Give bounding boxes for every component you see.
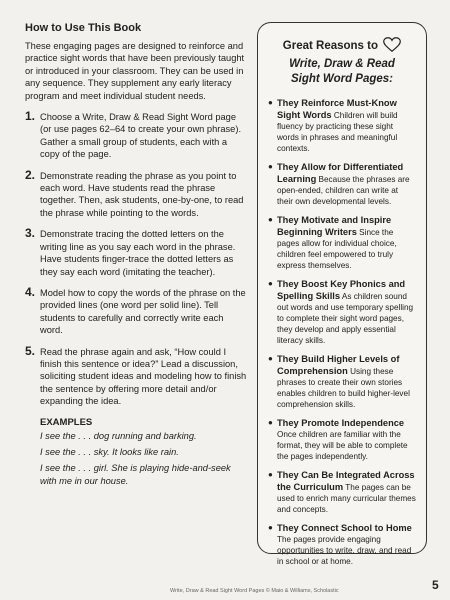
- reason-item: [268, 97, 416, 154]
- reason-heading: They Boost Key Phonics and Spelling Skills: [277, 279, 406, 301]
- step-item: [25, 284, 247, 337]
- reason-heading: They Motivate and Inspire Beginning Writers: [277, 215, 392, 237]
- step-text: Choose a Write, Draw & Read Sight Word page (or use pages 62–64 to create your own phrase). Gather a small group of students, each with a copy of the page.: [40, 112, 242, 160]
- example-sentence: I see the . . . sky. It looks like rain.: [40, 446, 179, 457]
- reason-item: [268, 469, 416, 515]
- reason-item: [268, 161, 416, 207]
- box-title-line1: Great Reasons to: [282, 40, 379, 52]
- reason-heading: They Reinforce Must-Know Sight Words: [277, 98, 397, 120]
- how-to-use-column: [25, 22, 247, 491]
- step-item: [25, 228, 247, 278]
- reason-text: Since the pages allow for individual choice, children feel empowered to truly express themselves.: [277, 228, 397, 270]
- box-title-line3: Sight Word Pages:: [290, 73, 394, 85]
- step-number: 4.: [25, 284, 36, 299]
- reason-heading: They Can Be Integrated Across the Curriculum: [277, 470, 415, 492]
- step-text: Demonstrate tracing the dotted letters on the writing line as you say each word in the phrase. Have students finger-trace the dotted letters as they say each word (imitating the teacher).: [40, 229, 236, 277]
- reason-text: Because the phrases are open-ended, children can write at their own developmental levels.: [277, 175, 410, 206]
- step-number: 5.: [25, 343, 36, 358]
- examples-heading: EXAMPLES: [40, 416, 93, 428]
- reason-heading: They Promote Independence: [277, 418, 405, 428]
- footer-credit: Write, Draw & Read Sight Word Pages © Maio & Williams, Scholastic: [170, 588, 339, 594]
- step-number: 2.: [25, 167, 36, 182]
- bullet-icon: ●: [268, 279, 273, 288]
- step-text: Demonstrate reading the phrase as you point to each word. Have students read the phrase together. Then, ask students, one-by-one, to read the phrase while pointing to the words.: [40, 170, 244, 218]
- bullet-icon: ●: [268, 418, 273, 427]
- reason-item: [268, 353, 416, 410]
- reason-heading: They Allow for Differentiated Learning: [277, 162, 404, 184]
- bullet-icon: ●: [268, 215, 273, 224]
- example-sentence: I see the . . . dog running and barking.: [40, 430, 197, 441]
- step-item: [25, 343, 247, 408]
- reason-text: Children will build fluency by practicing these sight words in phrases and meaningful contexts.: [277, 111, 398, 153]
- step-number: 3.: [25, 226, 36, 241]
- example-sentence: I see the . . . girl. She is playing hide-and-seek with me in our house.: [40, 463, 231, 486]
- box-title: [268, 37, 416, 87]
- section-title: How to Use This Book: [25, 22, 142, 34]
- reason-text: The pages can be used to enrich many curricular themes and concepts.: [277, 483, 416, 514]
- great-reasons-box: [257, 22, 427, 566]
- reason-text: Once children are familiar with the format, they will be able to complete the pages independently.: [277, 430, 408, 461]
- reason-text: The pages provide engaging opportunities to write, draw, and read in school or at home.: [277, 535, 412, 566]
- bullet-icon: ●: [268, 162, 273, 171]
- step-item: [25, 111, 247, 161]
- box-title-line2: Write, Draw & Read: [289, 58, 395, 70]
- reason-text: Using these phrases to create their own stories enables children to build higher-level comprehension skills.: [277, 367, 410, 409]
- bullet-icon: ●: [268, 354, 273, 363]
- step-text: Read the phrase again and ask, “How could I finish this sentence or idea?” Lead a discussion, soliciting student ideas and modeling how to finish the sentence by offering more detail and/or expanding the idea.: [40, 346, 247, 407]
- bullet-icon: ●: [268, 523, 273, 532]
- reasons-list: [268, 97, 416, 567]
- reason-text: As children sound out words and use temporary spelling to complete their sight word pages, they develop and apply essential literacy skills.: [277, 292, 414, 345]
- page-number: 5: [432, 578, 439, 592]
- steps-list: [25, 111, 247, 408]
- step-number: 1.: [25, 109, 36, 124]
- reason-item: [268, 214, 416, 271]
- intro-paragraph: These engaging pages are designed to reinforce and practice sight words that have been previously taught or introduced in your classroom. They can be used in any sequence. They supplement any early literacy program and meet individual student needs.: [25, 41, 245, 101]
- reason-item: [268, 417, 416, 462]
- bullet-icon: ●: [268, 98, 273, 107]
- reason-heading: They Connect School to Home: [277, 523, 412, 533]
- reason-item: [268, 278, 416, 346]
- reason-heading: They Build Higher Levels of Comprehension: [277, 354, 400, 376]
- reason-item: [268, 522, 416, 567]
- step-text: Model how to copy the words of the phrase on the provided lines (one word per solid line). Tell students to carefully and correctly write each word.: [40, 287, 246, 336]
- heart-outline-icon: [383, 37, 401, 57]
- bullet-icon: ●: [268, 470, 273, 479]
- step-item: [25, 167, 247, 220]
